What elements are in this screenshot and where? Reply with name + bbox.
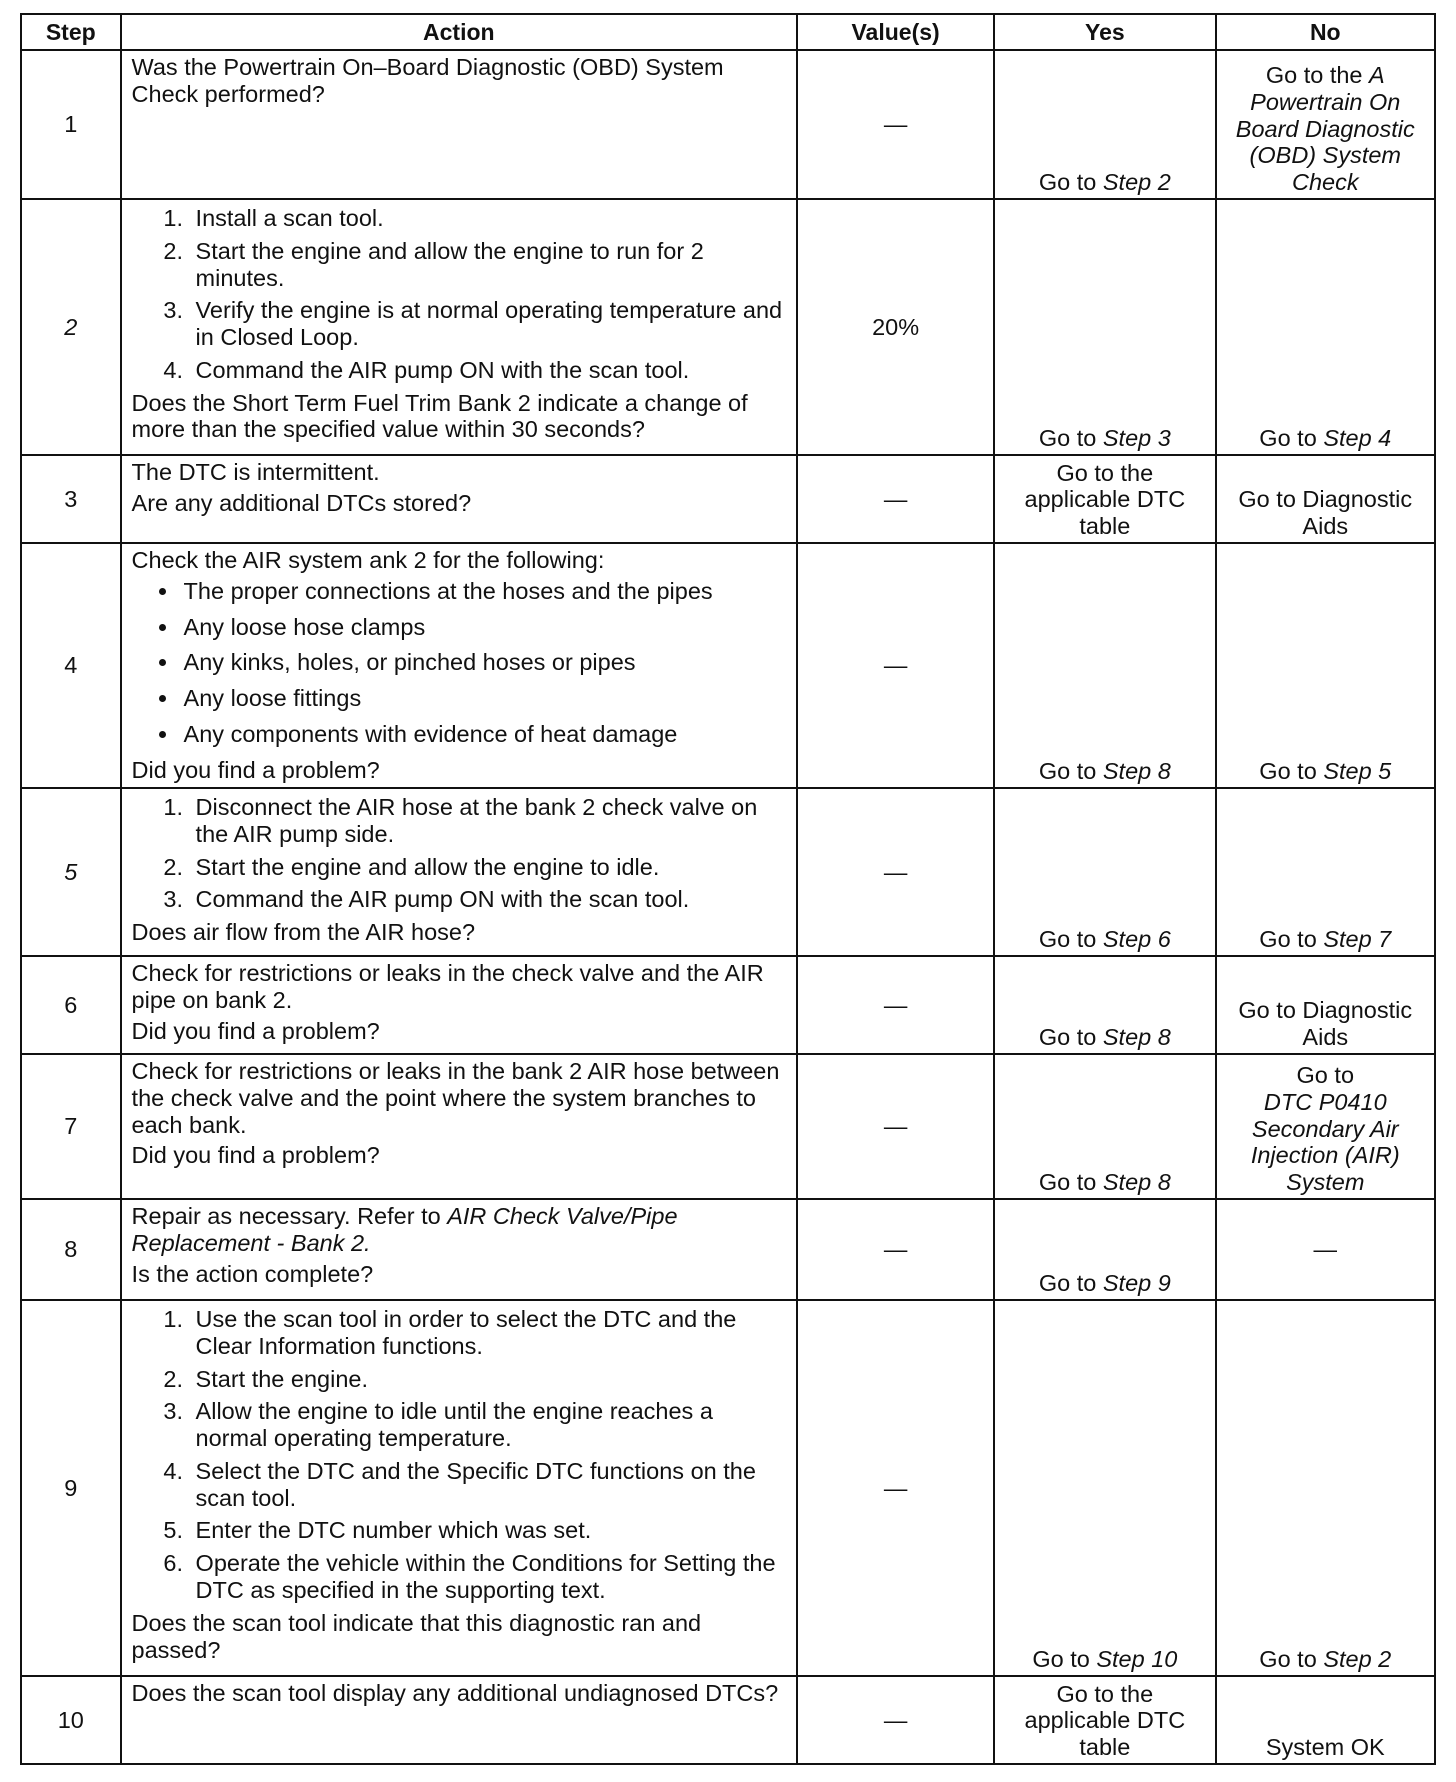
no-cell: [1216, 1300, 1435, 1676]
header-no: No: [1216, 14, 1435, 50]
no-link[interactable]: Step 5: [1323, 758, 1392, 785]
procedure-list: [132, 1306, 787, 1604]
action-cell: [121, 788, 798, 956]
action-text: [132, 1203, 787, 1257]
yes-cell: [994, 199, 1215, 455]
table-row: [21, 1199, 1435, 1300]
action-cell: [121, 1300, 798, 1676]
no-link[interactable]: Step 7: [1323, 926, 1392, 953]
question-text: Did you find a problem?: [131, 1142, 380, 1169]
no-text: Go to: [1259, 758, 1324, 785]
list-item: 2. Start the engine and allow the engine to idle.: [190, 854, 787, 881]
list-item: • The proper connections at the hoses and the pipes: [180, 578, 787, 605]
list-item: 2. Start the engine and allow the engine to run for 2 minutes.: [190, 238, 787, 292]
question-text: Is the action complete?: [131, 1260, 374, 1287]
step-number: 10: [21, 1676, 121, 1764]
no-text: Go to the: [1265, 62, 1370, 89]
step-number: 8: [21, 1199, 121, 1300]
no-text: Go to: [1296, 1062, 1355, 1089]
table-row: [21, 1054, 1435, 1199]
no-text: Go to: [1259, 1646, 1324, 1673]
list-item: • Any loose hose clamps: [180, 614, 787, 641]
action-cell: [121, 1676, 798, 1764]
yes-text: Go to: [1032, 1646, 1097, 1673]
diagnostic-table: [20, 13, 1436, 1765]
yes-cell: [994, 50, 1215, 199]
step-number: 7: [21, 1054, 121, 1199]
header-values: Value(s): [797, 14, 994, 50]
list-item: 1. Use the scan tool in order to select the DTC and the Clear Information functions.: [190, 1306, 787, 1360]
yes-link[interactable]: Step 2: [1102, 169, 1171, 196]
no-text: Go to: [1259, 926, 1324, 953]
action-cell: [121, 50, 798, 199]
value-cell: —: [797, 1676, 994, 1764]
question-text: Does the scan tool display any additional undiagnosed DTCs?: [131, 1680, 779, 1706]
list-item: 1. Disconnect the AIR hose at the bank 2 check valve on the AIR pump side.: [190, 794, 787, 848]
table-row: [21, 1300, 1435, 1676]
question-text: Did you find a problem?: [131, 1017, 380, 1044]
table-row: [21, 199, 1435, 455]
step-number: 3: [21, 455, 121, 543]
value-cell: —: [797, 455, 994, 543]
action-cell: [121, 1199, 798, 1300]
yes-text: Go to: [1038, 169, 1103, 196]
table-row: [21, 543, 1435, 788]
step-number: 2: [21, 199, 121, 455]
header-action: Action: [121, 14, 798, 50]
yes-text: Go to: [1038, 1270, 1103, 1297]
header-row: [21, 14, 1435, 50]
action-text: Check for restrictions or leaks in the bank 2 AIR hose between the check valve and the point where the system branches to each bank.: [131, 1058, 780, 1138]
yes-link[interactable]: Step 8: [1102, 1024, 1171, 1051]
list-item: 3. Verify the engine is at normal operating temperature and in Closed Loop.: [190, 297, 787, 351]
question-text: Does the Short Term Fuel Trim Bank 2 indicate a change of more than the specified value within 30 seconds?: [131, 389, 748, 443]
header-yes: Yes: [994, 14, 1215, 50]
list-item: 3. Allow the engine to idle until the engine reaches a normal operating temperature.: [190, 1398, 787, 1452]
action-cell: [121, 455, 798, 543]
check-list: [132, 578, 787, 748]
yes-link[interactable]: Step 6: [1102, 926, 1171, 953]
header-step: Step: [21, 14, 121, 50]
step-number: 6: [21, 956, 121, 1054]
action-cell: [121, 199, 798, 455]
value-cell: —: [797, 1054, 994, 1199]
no-cell: [1216, 50, 1435, 199]
value-cell: —: [797, 1199, 994, 1300]
list-item: 1. Install a scan tool.: [190, 205, 787, 232]
list-item: 6. Operate the vehicle within the Conditions for Setting the DTC as specified in the supporting text.: [190, 1550, 787, 1604]
yes-text: Go to: [1038, 1024, 1103, 1051]
yes-cell: Go to the applicable DTC table: [994, 455, 1215, 543]
no-text: Go to: [1259, 425, 1324, 452]
yes-text: Go to: [1038, 926, 1103, 953]
list-item: • Any components with evidence of heat damage: [180, 721, 787, 748]
yes-link[interactable]: Step 9: [1102, 1270, 1171, 1297]
yes-cell: Go to the applicable DTC table: [994, 1676, 1215, 1764]
question-text: Does air flow from the AIR hose?: [131, 919, 476, 946]
value-cell: —: [797, 788, 994, 956]
yes-text: Go to: [1038, 758, 1103, 785]
no-cell: Go to Diagnostic Aids: [1216, 956, 1435, 1054]
no-cell: [1216, 543, 1435, 788]
step-number: 5: [21, 788, 121, 956]
reference-link[interactable]: AIR Check Valve/Pipe Replacement - Bank 2.: [131, 1203, 678, 1256]
no-cell: System OK: [1216, 1676, 1435, 1764]
no-cell: [1216, 199, 1435, 455]
yes-cell: [994, 956, 1215, 1054]
value-cell: 20%: [797, 199, 994, 455]
question-text: Did you find a problem?: [131, 756, 380, 783]
yes-cell: [994, 1199, 1215, 1300]
yes-text: Go to: [1038, 425, 1103, 452]
no-link[interactable]: DTC P0410 Secondary Air Injection (AIR) System: [1250, 1088, 1400, 1196]
yes-cell: [994, 543, 1215, 788]
list-item: 5. Enter the DTC number which was set.: [190, 1517, 787, 1544]
list-item: 4. Command the AIR pump ON with the scan tool.: [190, 357, 787, 384]
yes-cell: [994, 1054, 1215, 1199]
list-item: 4. Select the DTC and the Specific DTC functions on the scan tool.: [190, 1458, 787, 1512]
list-item: • Any kinks, holes, or pinched hoses or pipes: [180, 649, 787, 676]
yes-link[interactable]: Step 8: [1102, 1169, 1171, 1196]
step-number: 9: [21, 1300, 121, 1676]
question-text: Does the scan tool indicate that this diagnostic ran and passed?: [131, 1609, 702, 1663]
no-cell: [1216, 788, 1435, 956]
value-cell: —: [797, 50, 994, 199]
value-cell: —: [797, 956, 994, 1054]
step-number: 1: [21, 50, 121, 199]
yes-text: Go to: [1038, 1169, 1103, 1196]
table-row: [21, 1676, 1435, 1764]
question-text: Are any additional DTCs stored?: [131, 489, 472, 516]
no-link[interactable]: Step 2: [1323, 1646, 1392, 1673]
action-cell: [121, 543, 798, 788]
value-cell: —: [797, 1300, 994, 1676]
procedure-list: [132, 205, 787, 384]
action-cell: [121, 956, 798, 1054]
action-text-lead: Repair as necessary. Refer to: [131, 1203, 448, 1229]
list-item: • Any loose fittings: [180, 685, 787, 712]
table-row: [21, 956, 1435, 1054]
procedure-list: [132, 794, 787, 913]
list-item: 2. Start the engine.: [190, 1366, 787, 1393]
action-text: Check for restrictions or leaks in the check valve and the AIR pipe on bank 2.: [131, 960, 764, 1013]
step-number: 4: [21, 543, 121, 788]
value-cell: —: [797, 543, 994, 788]
action-text: Check the AIR system ank 2 for the following:: [131, 547, 605, 573]
no-cell: [1216, 1054, 1435, 1199]
question-text: Was the Powertrain On–Board Diagnostic (OBD) System Check performed?: [131, 54, 724, 107]
action-text: The DTC is intermittent.: [131, 459, 380, 485]
action-cell: [121, 1054, 798, 1199]
table-row: [21, 788, 1435, 956]
no-cell: Go to Diagnostic Aids: [1216, 455, 1435, 543]
no-cell: —: [1216, 1199, 1435, 1300]
no-link[interactable]: A Powertrain On Board Diagnostic (OBD) System Check: [1235, 62, 1415, 196]
no-link[interactable]: Step 4: [1323, 425, 1392, 452]
list-item: 3. Command the AIR pump ON with the scan tool.: [190, 886, 787, 913]
yes-cell: [994, 1300, 1215, 1676]
yes-cell: [994, 788, 1215, 956]
table-row: [21, 455, 1435, 543]
table-row: [21, 50, 1435, 199]
yes-link[interactable]: Step 10: [1096, 1646, 1178, 1673]
yes-link[interactable]: Step 8: [1102, 758, 1171, 785]
yes-link[interactable]: Step 3: [1102, 425, 1171, 452]
